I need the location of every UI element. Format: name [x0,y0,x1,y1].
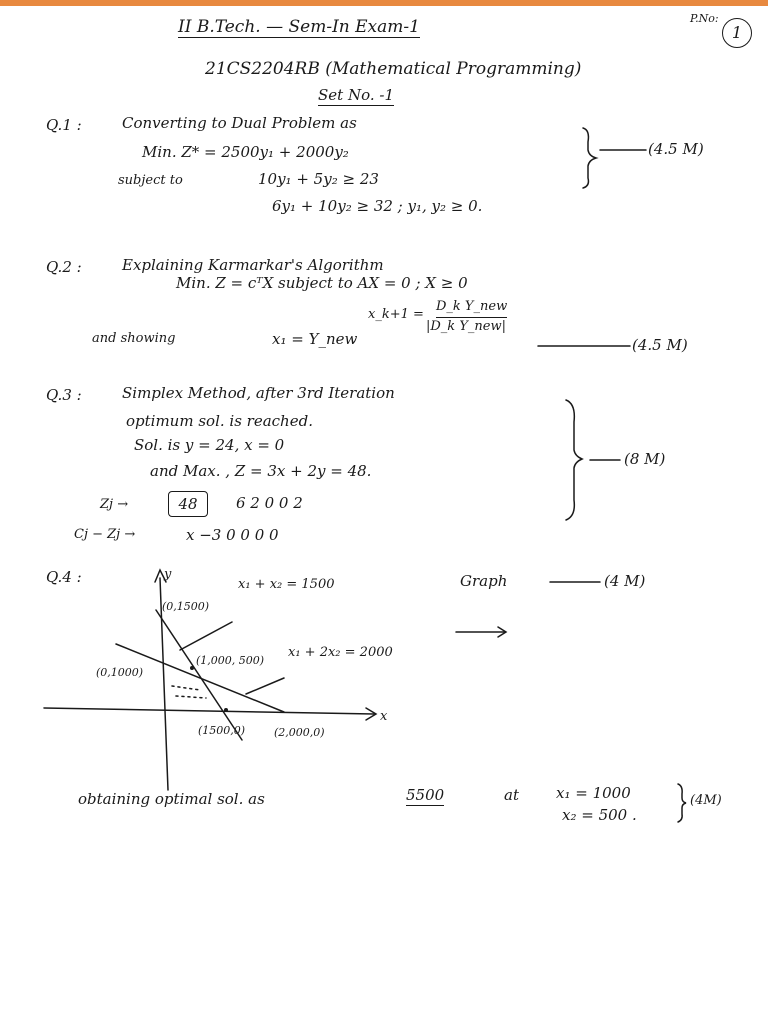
q4-final-brace [678,784,686,822]
q3-number: Q.3 : [46,386,82,404]
q4-line1-pointer [180,622,232,650]
q4-line-2-label: x₁ + 2x₂ = 2000 [288,645,393,660]
q2-heading: Explaining Karmarkar's Algorithm [122,256,384,274]
q4-graph-marks: (4 M) [604,572,646,590]
q4-conclusion: obtaining optimal sol. as [78,790,265,808]
q4-x2-value: x₂ = 500 . [562,806,637,824]
q3-brace [566,400,582,520]
q4-line-1-label: x₁ + x₂ = 1500 [238,577,335,592]
q4-point-1500-0: (1500,0) [198,724,246,737]
q3-line-4: and Max. , Z = 3x + 2y = 48. [150,462,372,480]
q4-x1-value: x₁ = 1000 [556,784,631,802]
q4-at-label: at [504,786,519,804]
q4-final-marks: (4M) [690,793,722,808]
q1-subject-to: subject to [118,173,183,188]
exam-title: II B.Tech. — Sem-In Exam-1 [178,17,420,37]
q4-number: Q.4 : [46,568,82,586]
q3-cj-label: Cj − Zj → [74,527,136,542]
q1-constraint-2: 6y₁ + 10y₂ ≥ 32 ; y₁, y₂ ≥ 0. [272,197,483,215]
q4-corner-1500-0 [224,708,228,712]
q2-showing-label: and showing [92,331,176,346]
q3-line-2: optimum sol. is reached. [126,412,313,430]
q4-point-0-1500: (0,1500) [162,600,210,613]
q1-heading: Converting to Dual Problem as [122,114,357,132]
page-number-label: P.No: [690,12,719,25]
page-number-circle: 1 [722,18,752,48]
q2-xk-lhs: x_k+1 = [368,307,424,322]
q4-point-1000-500: (1,000, 500) [196,654,265,667]
q2-problem: Min. Z = cᵀX subject to AX = 0 ; X ≥ 0 [176,274,468,292]
q3-line-3: Sol. is y = 24, x = 0 [134,436,285,454]
q4-graph-label: Graph [460,572,508,590]
q4-y-axis [160,578,168,790]
q3-line-1: Simplex Method, after 3rd Iteration [122,384,395,402]
q2-xk-numerator: D_k Y_new [436,298,507,318]
q2-showing-equation: x₁ = Y_new [272,330,358,348]
q4-corner-1000-500 [190,666,194,670]
q4-point-2000-0: (2,000,0) [274,726,325,739]
q3-cj-values: x −3 0 0 0 0 [186,526,279,544]
q3-marks: (8 M) [624,450,666,468]
q4-axis-x-label: x [380,709,388,724]
q1-brace [583,128,596,188]
q4-optimal-value: 5500 [406,786,445,804]
q3-zj-values: 6 2 0 0 2 [236,494,303,512]
q4-axis-y-label: y [164,567,172,582]
set-number: Set No. -1 [318,86,394,104]
q1-number: Q.1 : [46,116,82,134]
q1-constraint-1: 10y₁ + 5y₂ ≥ 23 [258,170,379,188]
q2-marks: (4.5 M) [632,336,688,354]
course-code: 21CS2204RB (Mathematical Programming) [205,59,582,79]
q1-marks: (4.5 M) [648,140,704,158]
q4-point-0-1000: (0,1000) [96,666,144,679]
q4-x-axis [44,708,374,714]
q4-feasible-hatch [172,686,206,698]
q1-objective: Min. Z* = 2500y₁ + 2000y₂ [142,143,349,161]
q4-line-x1-plus-x2 [156,610,242,740]
q2-xk-denominator: |D_k Y_new| [426,319,506,334]
q4-line-x1-plus-2x2 [116,644,284,712]
q2-number: Q.2 : [46,258,82,276]
q3-zj-label: Zj → [100,497,129,512]
q4-line2-pointer [246,678,284,694]
q3-zj-boxed-value: 48 [168,491,208,517]
